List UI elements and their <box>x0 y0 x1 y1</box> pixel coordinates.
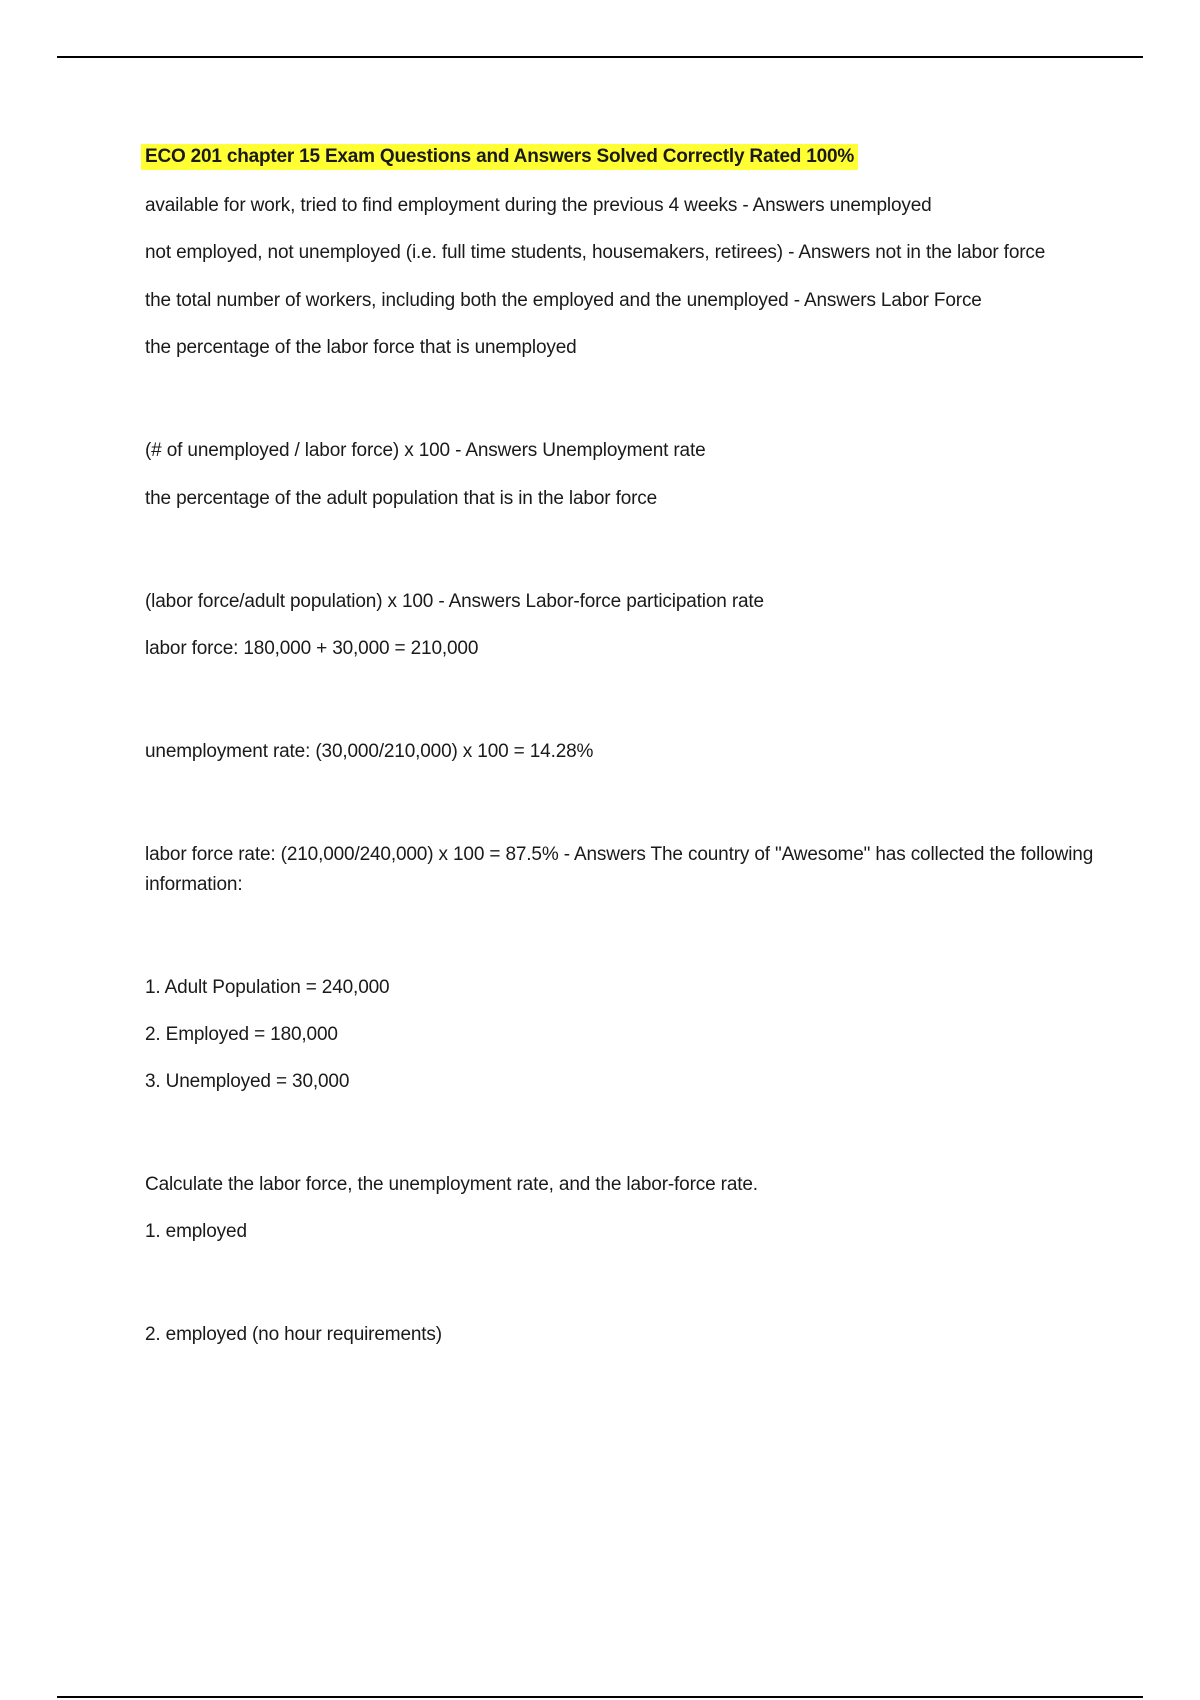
paragraph-8: labor force: 180,000 + 30,000 = 210,000 <box>145 638 479 659</box>
document-title: ECO 201 chapter 15 Exam Questions and Answers Solved Correctly Rated 100% <box>141 144 858 170</box>
paragraph-10: labor force rate: (210,000/240,000) x 100 = 87.5% - Answers The country of "Awesome" has collected the following information: <box>145 844 1094 895</box>
footer-rule <box>57 1696 1143 1698</box>
list-item-5: 2. employed (no hour requirements) <box>145 1324 442 1345</box>
paragraph-6: the percentage of the adult population that is in the labor force <box>145 488 658 509</box>
header-rule <box>57 56 1143 58</box>
paragraph-5: (# of unemployed / labor force) x 100 - Answers Unemployment rate <box>145 440 706 461</box>
paragraph-1: available for work, tried to find employment during the previous 4 weeks - Answers unemployed <box>145 195 932 216</box>
document-body <box>145 144 1095 1350</box>
list-item-2: 2. Employed = 180,000 <box>145 1024 338 1045</box>
paragraph-7: (labor force/adult population) x 100 - Answers Labor-force participation rate <box>145 591 764 612</box>
paragraph-3: the total number of workers, including both the employed and the unemployed - Answers Labor Force <box>145 290 982 311</box>
paragraph-9: unemployment rate: (30,000/210,000) x 100 = 14.28% <box>145 741 594 762</box>
list-item-4: 1. employed <box>145 1221 247 1242</box>
paragraph-11: Calculate the labor force, the unemployment rate, and the labor-force rate. <box>145 1174 758 1195</box>
list-item-1: 1. Adult Population = 240,000 <box>145 977 390 998</box>
list-item-3: 3. Unemployed = 30,000 <box>145 1071 350 1092</box>
paragraph-2: not employed, not unemployed (i.e. full time students, housemakers, retirees) - Answers not in the labor force <box>145 242 1046 263</box>
paragraph-4: the percentage of the labor force that is unemployed <box>145 337 577 358</box>
